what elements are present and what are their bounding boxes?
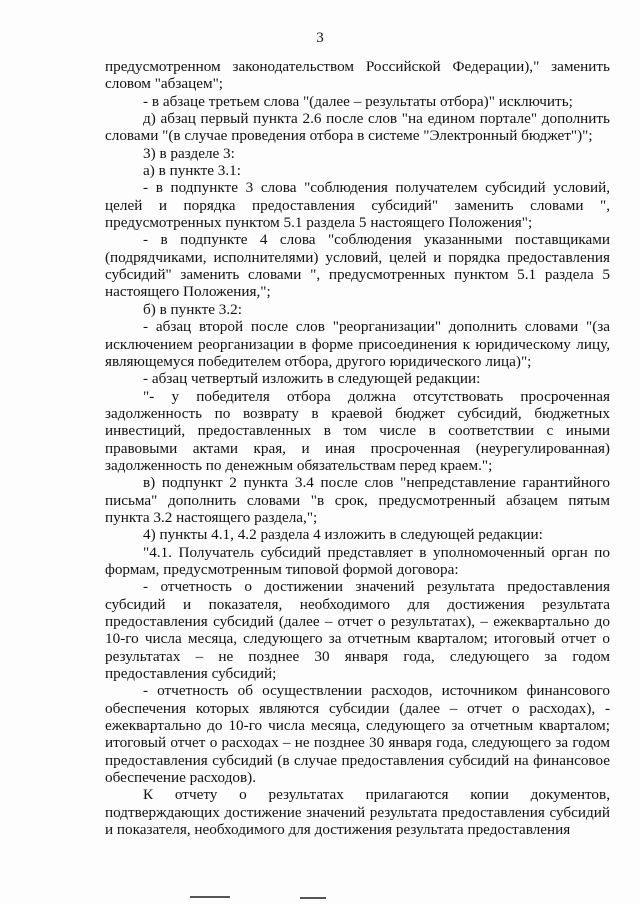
document-body (105, 58, 610, 838)
paragraph: - отчетность об осуществлении расходов, источником финансового обеспечения которых являются субсидии (далее – отчет о расходах), - ежеквартально до 10-го числа месяца, следующего за отчетным кварталом; итоговый отчет о расходах – не позднее 30 января года, следующего за годом предоставления субсидий (в случае предоставления субсидий на финансовое обеспечение расходов). (105, 682, 610, 787)
paragraph: - отчетность о достижении значений результата предоставления субсидий и показателя, необходимого для достижения результата предоставления субсидий (далее – отчет о результатах), – ежеквартально до 10-го числа месяца, следующего за отчетным кварталом; итоговый отчет о результатах – не позднее 30 января года, следующего за годом предоставления субсидий; (105, 578, 610, 683)
paragraph: б) в пункте 3.2: (143, 300, 242, 318)
page-number: 3 (316, 30, 324, 46)
paragraph: - в абзаце третьем слова "(далее – результаты отбора)" исключить; (143, 92, 573, 110)
paragraph: "4.1. Получатель субсидий представляет в уполномоченный орган по формам, предусмотренным типовой формой договора: (105, 543, 610, 578)
paragraph: - абзац четвертый изложить в следующей редакции: (143, 370, 481, 388)
scan-artifact-left (190, 896, 230, 898)
paragraph: предусмотренном законодательством Российской Федерации)," заменить словом "абзацем"; (105, 58, 610, 93)
paragraph: 3) в разделе 3: (143, 144, 235, 162)
paragraph: д) абзац первый пункта 2.6 после слов "на едином портале" дополнить словами "(в случае проведения отбора в системе "Электронный бюджет")"; (105, 110, 610, 145)
paragraph: - в подпункте 4 слова "соблюдения указанными поставщиками (подрядчиками, исполнителями) условий, целей и порядка предоставления субсидий" заменить словами ", предусмотренных пунктом 5.1 раздела 5 настоящего Положения,"; (105, 231, 610, 301)
scan-artifact-right (300, 897, 326, 899)
paragraph: 4) пункты 4.1, 4.2 раздела 4 изложить в следующей редакции: (143, 526, 543, 544)
paragraph: а) в пункте 3.1: (143, 162, 241, 180)
paragraph: К отчету о результатах прилагаются копии документов, подтверждающих достижение значений результата предоставления субсидий и показателя, необходимого для достижения результата предоставления (105, 786, 610, 839)
paragraph: "- у победителя отбора должна отсутствовать просроченная задолженность по возврату в краевой бюджет субсидий, бюджетных инвестиций, предоставленных в том числе в соответствии с иными правовыми актами края, и иная просроченная (неурегулированная) задолженность по денежным обязательствам перед краем."; (105, 387, 610, 474)
paragraph: - абзац второй после слов "реорганизации" дополнить словами "(за исключением реорганизации в форме присоединения к юридическому лицу, являющемуся победителем отбора, другого юридического лица)"; (105, 318, 610, 370)
paragraph: - в подпункте 3 слова "соблюдения получателем субсидий условий, целей и порядка предоставления субсидий" заменить словами ", предусмотренных пунктом 5.1 раздела 5 настоящего Положения"; (105, 179, 610, 232)
paragraph: в) подпункт 2 пункта 3.4 после слов "непредставление гарантийного письма" дополнить словами "в срок, предусмотренный абзацем пятым пункта 3.2 настоящего раздела,"; (105, 474, 610, 526)
